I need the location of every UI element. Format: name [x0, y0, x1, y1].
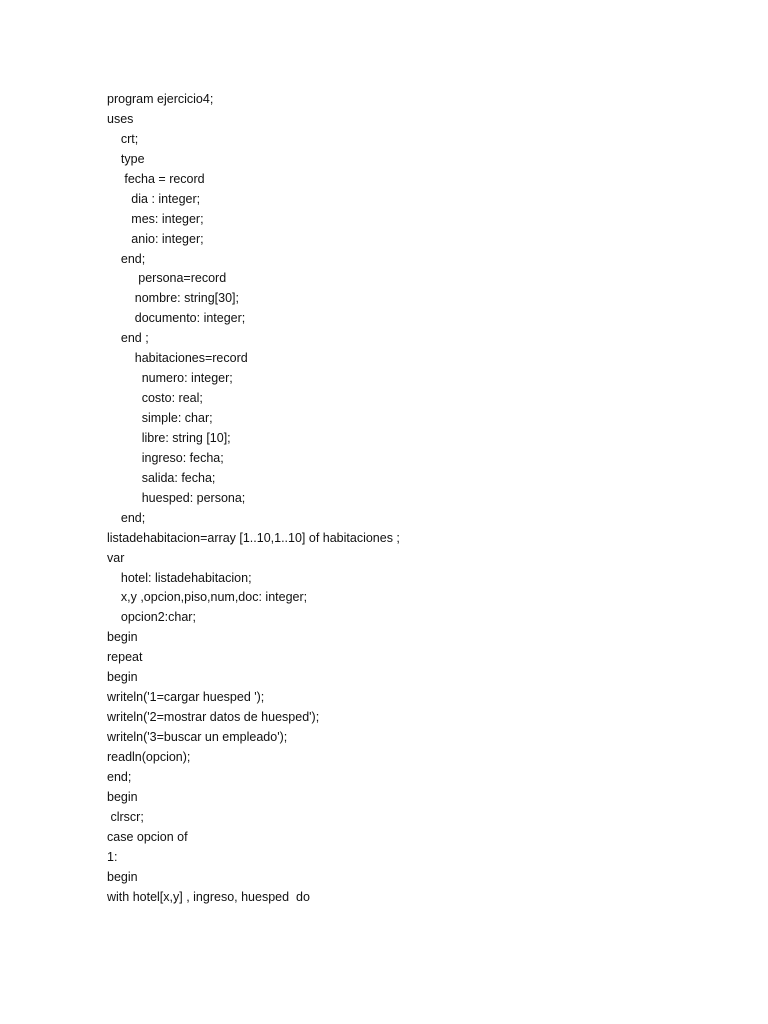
code-line: type — [107, 151, 145, 166]
code-line: numero: integer; — [107, 371, 233, 386]
code-line: writeln('1=cargar huesped '); — [107, 690, 265, 705]
code-line: end ; — [107, 331, 149, 346]
code-line: repeat — [107, 650, 143, 665]
code-line: program ejercicio4; — [107, 92, 214, 106]
code-line: nombre: string[30]; — [107, 291, 240, 306]
code-line: dia : integer; — [107, 191, 201, 206]
code-line: begin — [107, 789, 138, 804]
code-line: case opcion of — [107, 829, 188, 844]
code-line: readln(opcion); — [107, 749, 191, 764]
code-line: documento: integer; — [107, 311, 246, 326]
code-line: end; — [107, 769, 132, 784]
code-line: anio: integer; — [107, 231, 204, 246]
code-line: writeln('3=buscar un empleado'); — [107, 730, 288, 744]
code-line: begin — [107, 869, 138, 884]
code-line: ingreso: fecha; — [107, 450, 224, 465]
code-line: costo: real; — [107, 391, 203, 406]
code-line: 1: — [107, 849, 118, 864]
code-line: var — [107, 550, 125, 565]
code-line: persona=record — [107, 271, 227, 286]
code-line: mes: integer; — [107, 211, 204, 226]
code-line: with hotel[x,y] , ingreso, huesped do — [107, 889, 310, 904]
code-line: end; — [107, 251, 146, 266]
code-line: hotel: listadehabitacion; — [107, 570, 252, 585]
code-listing — [107, 90, 400, 907]
code-line: libre: string [10]; — [107, 430, 231, 445]
code-line: begin — [107, 630, 138, 645]
code-line: clrscr; — [107, 809, 144, 824]
code-line: uses — [107, 111, 134, 126]
code-line: huesped: persona; — [107, 490, 246, 505]
code-line: listadehabitacion=array [1..10,1..10] of habitaciones ; — [107, 530, 400, 545]
code-line: end; — [107, 510, 146, 525]
code-line: begin — [107, 670, 138, 685]
code-line: habitaciones=record — [107, 351, 248, 366]
code-line: opcion2:char; — [107, 610, 196, 625]
code-line: salida: fecha; — [107, 470, 216, 485]
code-line: writeln('2=mostrar datos de huesped'); — [107, 710, 320, 725]
code-line: fecha = record — [107, 171, 205, 186]
code-line: crt; — [107, 131, 139, 146]
code-line: simple: char; — [107, 411, 213, 425]
code-line: x,y ,opcion,piso,num,doc: integer; — [107, 590, 308, 605]
